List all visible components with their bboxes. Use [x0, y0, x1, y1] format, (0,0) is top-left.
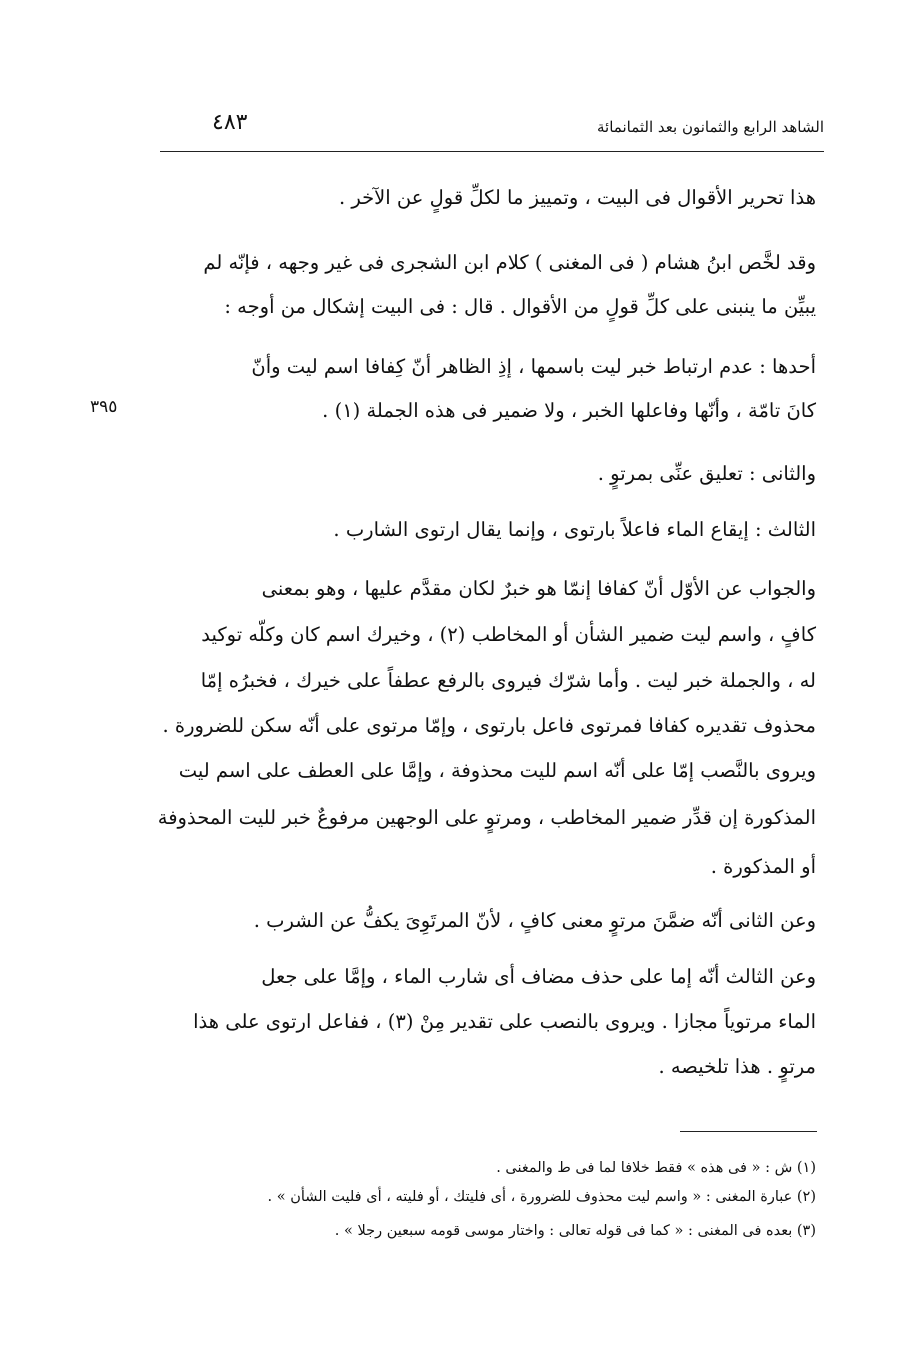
text-line: أحدها : عدم ارتباط خبر ليت باسمها ، إذِ الظاهر أنّ كِفافا اسم ليت وأنّ [251, 355, 816, 378]
text-line: المذكورة إن قدِّر ضمير المخاطب ، ومرتوٍ على الوجهين مرفوعٌ خبر لليت المحذوفة [157, 806, 816, 829]
text-line: وعن الثانى أنّه ضمَّنَ مرتوٍ معنى كافٍ ، لأنّ المرتَوِىَ يكفُّ عن الشرب . [253, 909, 816, 932]
text-line: الثالث : إيقاع الماء فاعلاً بارتوى ، وإنما يقال ارتوى الشارب . [333, 518, 816, 541]
text-line: مرتوٍ . هذا تلخيصه . [658, 1055, 816, 1078]
text-line: يبيِّن ما ينبنى على كلِّ قولٍ من الأقوال . قال : فى البيت إشكال من أوجه : [224, 295, 816, 318]
page-header [160, 108, 824, 148]
text-line: وقد لخَّص ابنُ هشام ( فى المغنى ) كلام ابن الشجرى فى غير وجهه ، فإنّه لم [203, 251, 816, 274]
text-line: هذا تحرير الأقوال فى البيت ، وتمييز ما لكلِّ قولٍ عن الآخر . [338, 186, 816, 209]
text-line: له ، والجملة خبر ليت . وأما شرّك فيروى بالرفع عطفاً على خيرك ، فخبرُه إمّا [200, 669, 816, 692]
text-line: كافٍ ، واسم ليت ضمير الشأن أو المخاطب (٢) ، وخيرك اسم كان وكلّه توكيد [201, 623, 816, 646]
text-line: والثانى : تعليق عنِّى بمرتوٍ . [597, 462, 816, 485]
footnote: (١) ش : « فى هذه » فقط خلافا لما فى ط والمغنى . [496, 1160, 816, 1176]
text-line: أو المذكورة . [710, 855, 816, 878]
page-number: ٤٨٣ [212, 110, 248, 135]
footnote-rule [680, 1131, 817, 1132]
text-line: الماء مرتوياً مجازا . ويروى بالنصب على تقدير مِنْ (٣) ، ففاعل ارتوى على هذا [193, 1010, 816, 1033]
running-title: الشاهد الرابع والثمانون بعد الثمانمائة [597, 118, 824, 136]
margin-reference-number: ٣٩٥ [90, 397, 118, 417]
text-line: والجواب عن الأوّل أنّ كفافا إنمّا هو خبرٌ لكان مقدَّم عليها ، وهو بمعنى [261, 577, 816, 600]
text-line: ويروى بالنَّصب إمّا على أنّه اسم لليت محذوفة ، وإمَّا على العطف على اسم ليت [178, 759, 816, 782]
text-line: محذوف تقديره كفافا فمرتوى فاعل بارتوى ، وإمّا مرتوى على أنّه سكن للضرورة . [162, 714, 816, 737]
text-line: وعن الثالث أنّه إما على حذف مضاف أى شارب الماء ، وإمَّا على جعل [261, 965, 816, 988]
footnote: (٢) عبارة المغنى : « واسم ليت محذوف للضرورة ، أى فليتك ، أو فليته ، أى فليت الشأن » . [267, 1189, 816, 1205]
footnote: (٣) بعده فى المغنى : « كما فى قوله تعالى : واختار موسى قومه سبعين رجلا » . [334, 1223, 816, 1239]
header-rule [160, 151, 824, 152]
text-line: كانَ تامّة ، وأنّها وفاعلها الخبر ، ولا ضمير فى هذه الجملة (١) . [322, 399, 816, 422]
